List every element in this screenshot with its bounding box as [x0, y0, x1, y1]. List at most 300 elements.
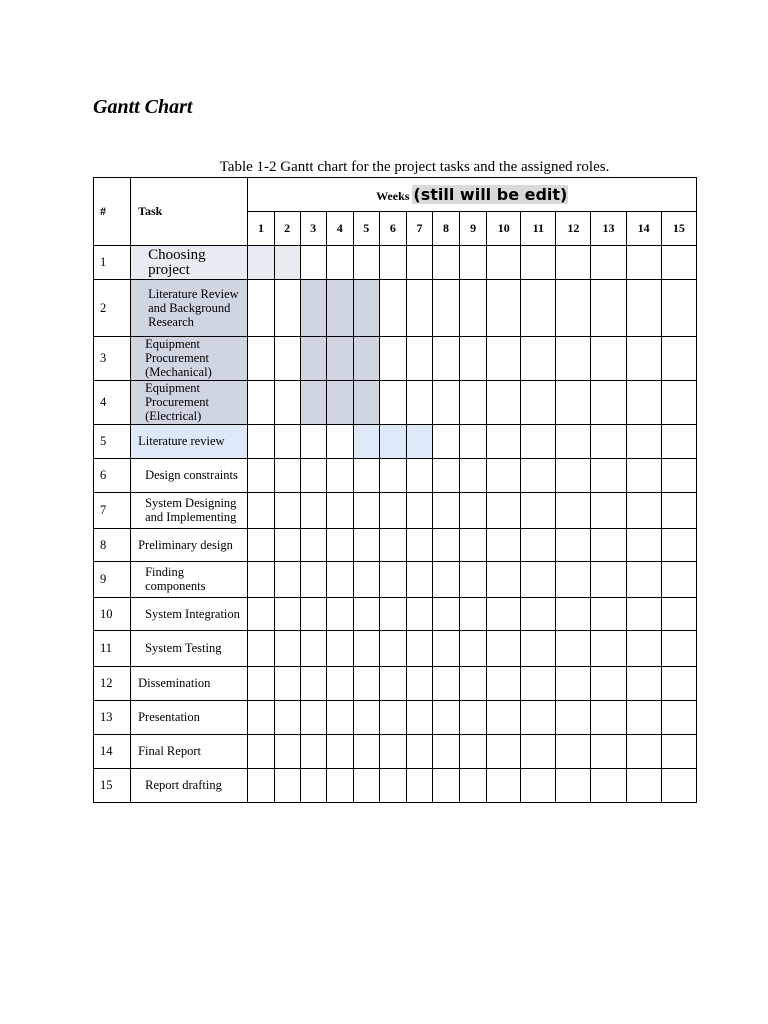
week-cell-12 [556, 769, 591, 803]
week-header-3: 3 [300, 212, 326, 246]
week-cell-11 [521, 459, 556, 493]
week-cell-3 [300, 246, 326, 280]
week-cell-9 [460, 459, 487, 493]
week-cell-12 [556, 425, 591, 459]
week-cell-10 [487, 337, 521, 381]
week-cell-5 [353, 631, 379, 667]
task-label: Design constraints [145, 468, 238, 482]
table-row [94, 701, 697, 735]
week-cell-6 [379, 493, 406, 529]
week-cell-7 [406, 598, 432, 631]
week-cell-1 [248, 667, 274, 701]
week-cell-3 [300, 667, 326, 701]
week-header-6: 6 [379, 212, 406, 246]
week-cell-3 [300, 735, 326, 769]
week-cell-14 [626, 769, 661, 803]
week-cell-3 [300, 769, 326, 803]
week-cell-5 [353, 381, 379, 425]
week-cell-13 [591, 769, 626, 803]
week-cell-11 [521, 529, 556, 562]
week-cell-13 [591, 425, 626, 459]
week-cell-1 [248, 562, 274, 598]
week-cell-7 [406, 701, 432, 735]
week-cell-7 [406, 381, 432, 425]
row-number: 9 [94, 562, 131, 598]
week-cell-2 [274, 735, 300, 769]
table-row [94, 769, 697, 803]
task-name [131, 280, 248, 337]
table-row [94, 459, 697, 493]
task-name [131, 701, 248, 735]
row-number: 11 [94, 631, 131, 667]
week-header-12: 12 [556, 212, 591, 246]
week-cell-9 [460, 667, 487, 701]
task-name [131, 381, 248, 425]
week-cell-7 [406, 280, 432, 337]
task-name [131, 529, 248, 562]
week-cell-2 [274, 381, 300, 425]
week-cell-4 [326, 246, 353, 280]
week-cell-6 [379, 280, 406, 337]
week-cell-13 [591, 280, 626, 337]
week-cell-15 [661, 667, 696, 701]
week-cell-11 [521, 337, 556, 381]
week-cell-2 [274, 280, 300, 337]
week-cell-5 [353, 769, 379, 803]
week-cell-15 [661, 598, 696, 631]
week-cell-6 [379, 529, 406, 562]
task-rows [94, 246, 697, 803]
table-row [94, 735, 697, 769]
task-name [131, 735, 248, 769]
week-cell-5 [353, 459, 379, 493]
week-cell-4 [326, 631, 353, 667]
row-number: 3 [94, 337, 131, 381]
week-cell-11 [521, 701, 556, 735]
row-number: 1 [94, 246, 131, 280]
task-name [131, 459, 248, 493]
week-header-11: 11 [521, 212, 556, 246]
week-cell-4 [326, 280, 353, 337]
week-header-2: 2 [274, 212, 300, 246]
week-cell-11 [521, 667, 556, 701]
week-cell-5 [353, 562, 379, 598]
week-cell-11 [521, 631, 556, 667]
week-cell-10 [487, 381, 521, 425]
week-cell-2 [274, 529, 300, 562]
week-cell-10 [487, 425, 521, 459]
week-header-9: 9 [460, 212, 487, 246]
table-row [94, 337, 697, 381]
week-cell-4 [326, 381, 353, 425]
week-cell-6 [379, 735, 406, 769]
week-cell-15 [661, 562, 696, 598]
table-row [94, 381, 697, 425]
week-cell-1 [248, 246, 274, 280]
week-cell-14 [626, 735, 661, 769]
week-cell-4 [326, 701, 353, 735]
week-cell-5 [353, 337, 379, 381]
week-cell-11 [521, 769, 556, 803]
week-cell-6 [379, 701, 406, 735]
week-cell-12 [556, 337, 591, 381]
week-cell-2 [274, 701, 300, 735]
week-header-5: 5 [353, 212, 379, 246]
week-cell-14 [626, 337, 661, 381]
week-cell-13 [591, 493, 626, 529]
week-cell-4 [326, 667, 353, 701]
week-cell-1 [248, 493, 274, 529]
week-cell-2 [274, 493, 300, 529]
week-cell-4 [326, 598, 353, 631]
week-cell-6 [379, 631, 406, 667]
week-cell-11 [521, 735, 556, 769]
task-label: Literature review [138, 434, 225, 448]
week-cell-9 [460, 735, 487, 769]
week-header-13: 13 [591, 212, 626, 246]
week-cell-8 [433, 631, 460, 667]
task-name [131, 337, 248, 381]
week-cell-7 [406, 459, 432, 493]
week-cell-7 [406, 769, 432, 803]
week-header-7: 7 [406, 212, 432, 246]
week-cell-5 [353, 667, 379, 701]
weeks-label: Weeks [376, 189, 410, 203]
week-cell-6 [379, 381, 406, 425]
week-cell-5 [353, 493, 379, 529]
week-cell-3 [300, 562, 326, 598]
week-cell-13 [591, 667, 626, 701]
table-row [94, 598, 697, 631]
row-number: 10 [94, 598, 131, 631]
week-header-1: 1 [248, 212, 274, 246]
week-cell-13 [591, 701, 626, 735]
week-cell-9 [460, 562, 487, 598]
week-cell-3 [300, 337, 326, 381]
week-cell-12 [556, 459, 591, 493]
week-cell-12 [556, 701, 591, 735]
week-cell-2 [274, 667, 300, 701]
task-label: Presentation [138, 710, 200, 724]
week-cell-10 [487, 493, 521, 529]
week-cell-10 [487, 280, 521, 337]
table-row [94, 631, 697, 667]
week-cell-7 [406, 337, 432, 381]
week-header-8: 8 [433, 212, 460, 246]
week-cell-3 [300, 280, 326, 337]
week-cell-8 [433, 246, 460, 280]
week-cell-3 [300, 598, 326, 631]
week-cell-7 [406, 246, 432, 280]
week-cell-15 [661, 381, 696, 425]
week-cell-11 [521, 280, 556, 337]
week-cell-4 [326, 769, 353, 803]
row-number: 7 [94, 493, 131, 529]
week-cell-3 [300, 425, 326, 459]
week-cell-3 [300, 631, 326, 667]
week-cell-15 [661, 425, 696, 459]
week-cell-8 [433, 280, 460, 337]
week-cell-7 [406, 425, 432, 459]
week-cell-10 [487, 246, 521, 280]
week-cell-9 [460, 631, 487, 667]
week-cell-9 [460, 769, 487, 803]
week-cell-8 [433, 562, 460, 598]
week-cell-10 [487, 529, 521, 562]
week-cell-2 [274, 425, 300, 459]
week-cell-8 [433, 381, 460, 425]
week-cell-13 [591, 735, 626, 769]
week-cell-1 [248, 381, 274, 425]
week-cell-8 [433, 337, 460, 381]
week-cell-4 [326, 459, 353, 493]
week-cell-12 [556, 631, 591, 667]
row-number: 4 [94, 381, 131, 425]
week-cell-7 [406, 631, 432, 667]
week-cell-5 [353, 598, 379, 631]
header-task: Task [131, 178, 248, 246]
week-cell-6 [379, 667, 406, 701]
week-cell-1 [248, 337, 274, 381]
week-cell-15 [661, 769, 696, 803]
week-cell-11 [521, 493, 556, 529]
task-name [131, 667, 248, 701]
header-weeks [248, 178, 697, 212]
week-cell-1 [248, 529, 274, 562]
week-cell-10 [487, 769, 521, 803]
week-cell-14 [626, 667, 661, 701]
week-cell-13 [591, 459, 626, 493]
week-cell-6 [379, 246, 406, 280]
week-cell-5 [353, 280, 379, 337]
week-cell-14 [626, 701, 661, 735]
week-cell-8 [433, 701, 460, 735]
week-cell-14 [626, 529, 661, 562]
week-cell-13 [591, 246, 626, 280]
task-name [131, 425, 248, 459]
week-cell-11 [521, 598, 556, 631]
task-label: System Testing [145, 641, 222, 655]
week-cell-3 [300, 381, 326, 425]
week-cell-14 [626, 493, 661, 529]
task-label: System Integration [145, 606, 240, 621]
task-name [131, 562, 248, 598]
header-number: # [94, 178, 131, 246]
week-cell-12 [556, 246, 591, 280]
week-cell-7 [406, 493, 432, 529]
week-cell-11 [521, 381, 556, 425]
week-cell-14 [626, 631, 661, 667]
week-cell-1 [248, 459, 274, 493]
week-cell-12 [556, 598, 591, 631]
week-header-4: 4 [326, 212, 353, 246]
task-name [131, 598, 248, 631]
week-cell-14 [626, 598, 661, 631]
week-cell-15 [661, 735, 696, 769]
week-cell-2 [274, 631, 300, 667]
week-cell-3 [300, 529, 326, 562]
week-cell-13 [591, 381, 626, 425]
week-cell-14 [626, 280, 661, 337]
task-label: Final Report [138, 744, 201, 758]
week-cell-9 [460, 246, 487, 280]
week-cell-9 [460, 598, 487, 631]
task-label: Preliminary design [138, 537, 233, 552]
week-cell-2 [274, 562, 300, 598]
week-cell-12 [556, 562, 591, 598]
week-cell-10 [487, 598, 521, 631]
week-cell-10 [487, 735, 521, 769]
week-cell-14 [626, 425, 661, 459]
task-label: Literature Review and Background Research [148, 286, 239, 329]
table-caption: Table 1-2 Gantt chart for the project tasks and the assigned roles. [219, 159, 610, 175]
week-cell-15 [661, 701, 696, 735]
week-cell-2 [274, 459, 300, 493]
week-cell-2 [274, 598, 300, 631]
week-cell-4 [326, 562, 353, 598]
task-label: Finding components [145, 565, 206, 593]
row-number: 15 [94, 769, 131, 803]
row-number: 14 [94, 735, 131, 769]
week-cell-15 [661, 337, 696, 381]
week-cell-9 [460, 529, 487, 562]
week-cell-4 [326, 337, 353, 381]
week-cell-8 [433, 667, 460, 701]
week-cell-9 [460, 425, 487, 459]
table-row [94, 667, 697, 701]
task-name [131, 493, 248, 529]
week-cell-15 [661, 493, 696, 529]
week-cell-5 [353, 701, 379, 735]
week-cell-9 [460, 381, 487, 425]
week-cell-10 [487, 701, 521, 735]
week-cell-14 [626, 562, 661, 598]
week-cell-5 [353, 735, 379, 769]
week-cell-1 [248, 425, 274, 459]
week-header-14: 14 [626, 212, 661, 246]
week-cell-15 [661, 246, 696, 280]
week-header-10: 10 [487, 212, 521, 246]
week-cell-1 [248, 631, 274, 667]
week-cell-14 [626, 381, 661, 425]
table-row [94, 425, 697, 459]
week-cell-1 [248, 769, 274, 803]
table-row [94, 280, 697, 337]
week-cell-7 [406, 562, 432, 598]
week-cell-10 [487, 459, 521, 493]
week-cell-2 [274, 769, 300, 803]
week-cell-3 [300, 493, 326, 529]
document-heading: Gantt Chart [93, 96, 193, 118]
task-label: Equipment Procurement (Electrical) [145, 381, 209, 423]
week-cell-5 [353, 425, 379, 459]
week-cell-9 [460, 337, 487, 381]
week-cell-14 [626, 246, 661, 280]
week-cell-15 [661, 631, 696, 667]
week-cell-9 [460, 280, 487, 337]
week-cell-5 [353, 529, 379, 562]
task-label: Choosing project [148, 246, 206, 278]
week-cell-8 [433, 459, 460, 493]
week-cell-8 [433, 493, 460, 529]
week-cell-11 [521, 562, 556, 598]
week-cell-4 [326, 493, 353, 529]
row-number: 5 [94, 425, 131, 459]
gantt-table [93, 177, 697, 803]
week-cell-3 [300, 701, 326, 735]
week-cell-1 [248, 598, 274, 631]
week-cell-6 [379, 459, 406, 493]
week-cell-11 [521, 246, 556, 280]
week-cell-8 [433, 769, 460, 803]
table-row [94, 246, 697, 280]
week-cell-12 [556, 381, 591, 425]
week-cell-15 [661, 280, 696, 337]
week-cell-12 [556, 493, 591, 529]
task-label: Equipment Procurement (Mechanical) [145, 337, 212, 379]
week-cell-7 [406, 735, 432, 769]
task-label: Report drafting [145, 778, 222, 792]
week-cell-15 [661, 529, 696, 562]
week-cell-3 [300, 459, 326, 493]
week-cell-5 [353, 246, 379, 280]
week-cell-9 [460, 701, 487, 735]
task-name [131, 246, 248, 280]
week-cell-2 [274, 246, 300, 280]
week-cell-13 [591, 598, 626, 631]
week-cell-13 [591, 529, 626, 562]
week-cell-6 [379, 598, 406, 631]
week-cell-13 [591, 562, 626, 598]
task-name [131, 769, 248, 803]
week-cell-8 [433, 425, 460, 459]
week-cell-10 [487, 631, 521, 667]
task-label: System Designing and Implementing [145, 496, 237, 524]
row-number: 2 [94, 280, 131, 337]
week-cell-6 [379, 769, 406, 803]
week-cell-4 [326, 425, 353, 459]
table-row [94, 529, 697, 562]
week-cell-14 [626, 459, 661, 493]
week-cell-12 [556, 529, 591, 562]
week-cell-1 [248, 701, 274, 735]
weeks-edit-note: (still will be edit) [413, 185, 568, 204]
week-cell-4 [326, 529, 353, 562]
row-number: 12 [94, 667, 131, 701]
table-row [94, 562, 697, 598]
row-number: 6 [94, 459, 131, 493]
week-cell-10 [487, 562, 521, 598]
week-cell-8 [433, 598, 460, 631]
task-name [131, 631, 248, 667]
week-cell-13 [591, 631, 626, 667]
week-cell-4 [326, 735, 353, 769]
row-number: 8 [94, 529, 131, 562]
week-cell-8 [433, 529, 460, 562]
week-cell-1 [248, 735, 274, 769]
week-cell-8 [433, 735, 460, 769]
week-cell-12 [556, 280, 591, 337]
week-cell-7 [406, 667, 432, 701]
week-cell-11 [521, 425, 556, 459]
week-cell-1 [248, 280, 274, 337]
week-cell-2 [274, 337, 300, 381]
week-cell-12 [556, 735, 591, 769]
week-cell-15 [661, 459, 696, 493]
week-cell-9 [460, 493, 487, 529]
week-cell-6 [379, 562, 406, 598]
week-cell-10 [487, 667, 521, 701]
